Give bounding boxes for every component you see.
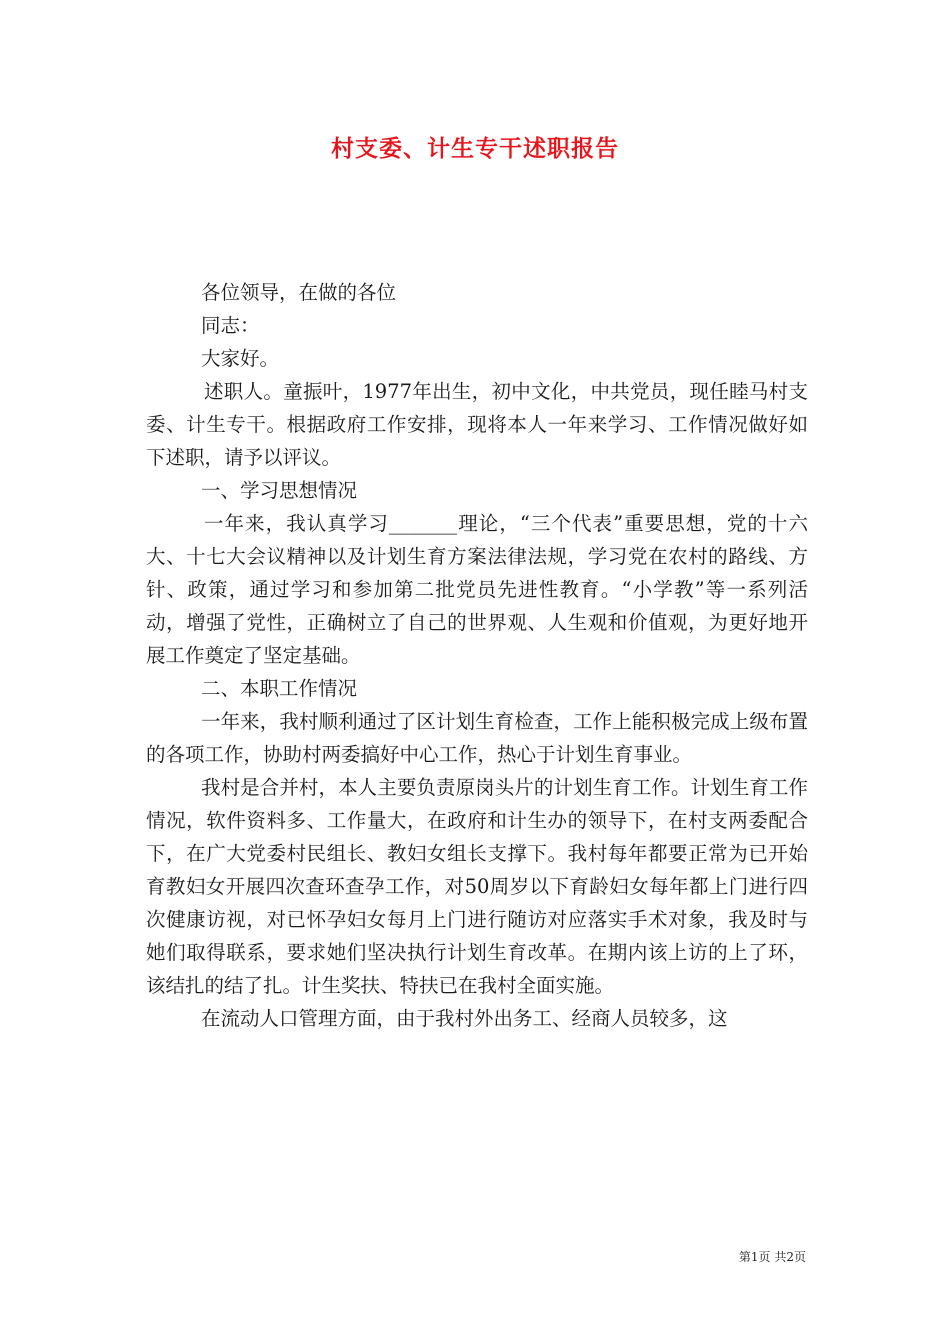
document-title: 村支委、计生专干述职报告	[331, 135, 619, 162]
section-paragraph: 我村是合并村，本人主要负责原岗头片的计划生育工作。计划生育工作情况，软件资料多、工作量大，在政府和计生办的领导下，在村支两委配合下，在广大党委村民组长、教妇女组长支撑下。我村每年都要正常为已开始育教妇女开展四次查环查孕工作，对50周岁以下育龄妇女每年都上门进行四次健康访视，对已怀孕妇女每月上门进行随访对应落实手术对象，我及时与她们取得联系，要求她们坚决执行计划生育改革。在期内该上访的上了环，该结扎的结了扎。计生奖扶、特扶已在我村全面实施。	[146, 776, 808, 997]
greeting-line: 同志：	[201, 314, 260, 337]
section-heading: 二、本职工作情况	[201, 677, 358, 700]
section-paragraph: 一年来，我认真学习_______理论，“三个代表”重要思想，党的十六大、十七大会议精神以及计划生育方案法律法规，学习党在农村的路线、方针、政策，通过学习和参加第二批党员先进性教育。“小学教”等一系列活动，增强了党性，正确树立了自己的世界观、人生观和价值观，为更好地开展工作奠定了坚定基础。	[146, 512, 808, 667]
hello-line: 大家好。	[201, 347, 280, 370]
section-heading: 一、学习思想情况	[201, 479, 358, 502]
document-body	[146, 276, 808, 1035]
section-paragraph: 一年来，我村顺利通过了区计划生育检查，工作上能积极完成上级布置的各项工作，协助村两委搞好中心工作，热心于计划生育事业。	[146, 710, 808, 766]
intro-paragraph: 述职人。童振叶，1977年出生，初中文化，中共党员，现任睦马村支委、计生专干。根据政府工作安排，现将本人一年来学习、工作情况做好如下述职，请予以评议。	[146, 380, 808, 469]
section-paragraph: 在流动人口管理方面，由于我村外出务工、经商人员较多，这	[201, 1007, 728, 1030]
greeting-line: 各位领导，在做的各位	[201, 281, 397, 304]
page-indicator: 第1页 共2页	[738, 1250, 806, 1264]
